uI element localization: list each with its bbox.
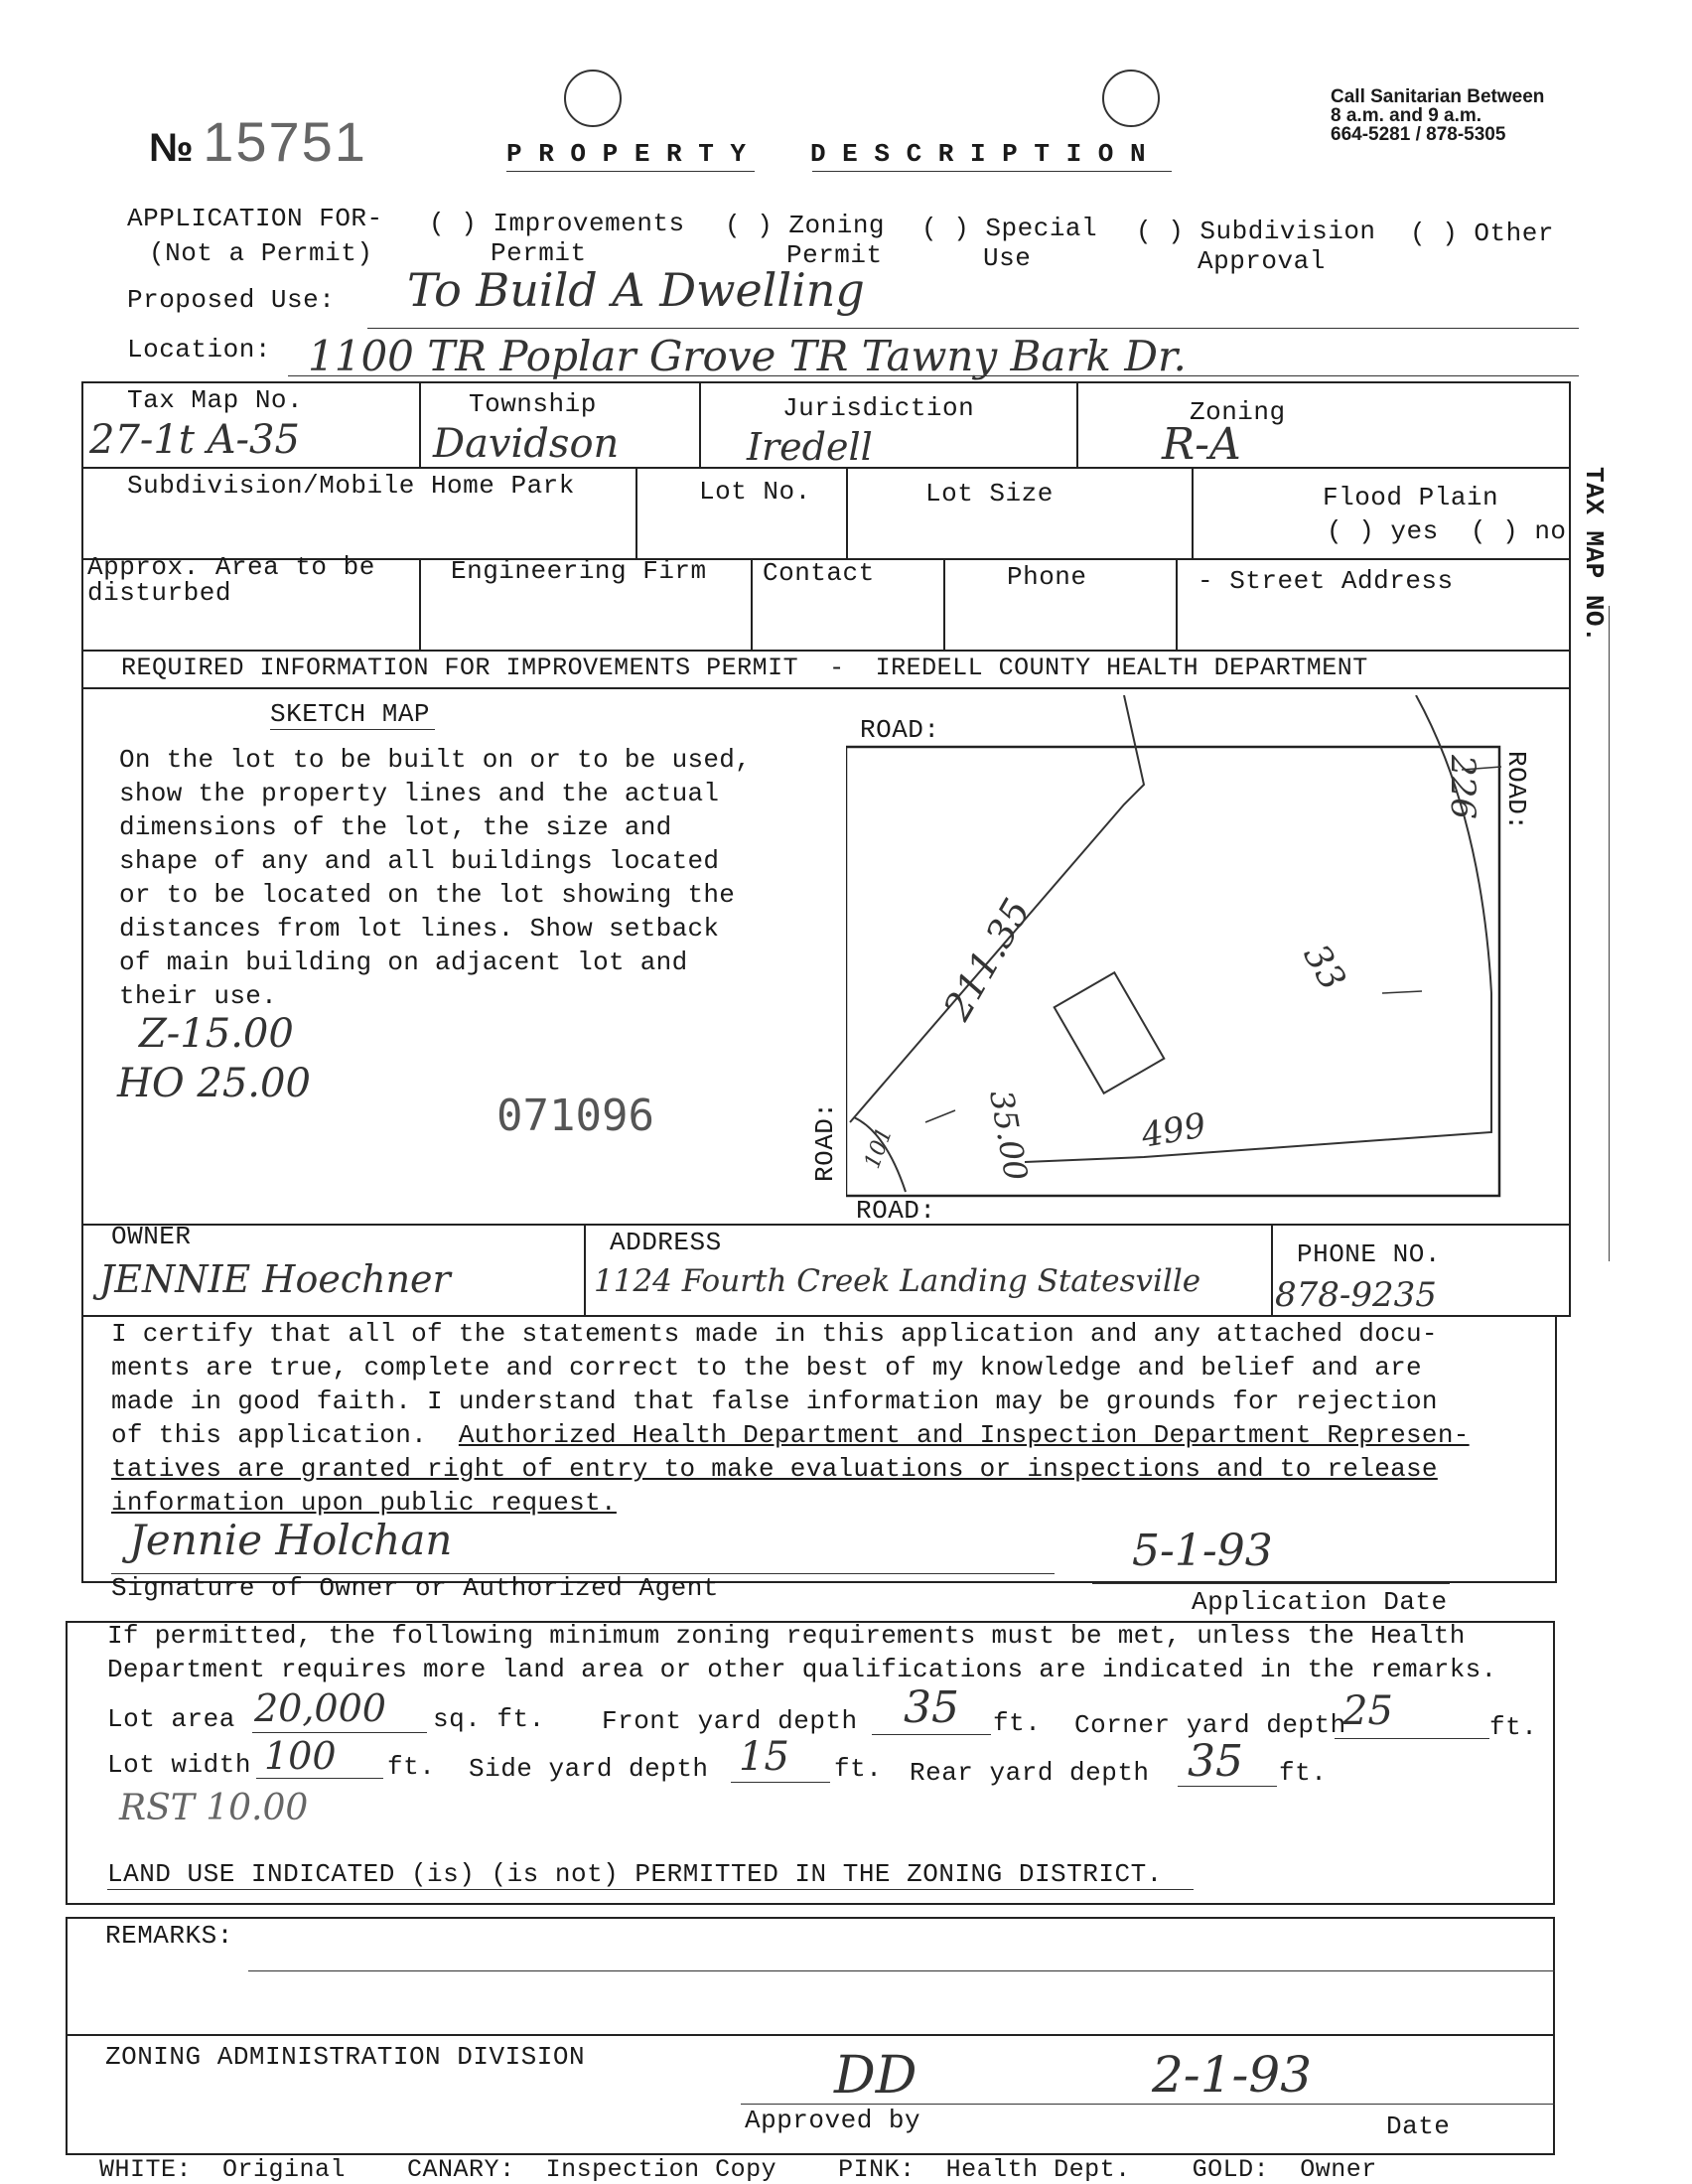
application-date-value[interactable]: 5-1-93 xyxy=(1132,1526,1273,1576)
lot-width-label: Lot width xyxy=(107,1750,251,1780)
certify-line xyxy=(111,1418,1470,1452)
corner-yard-value[interactable]: 25 xyxy=(1342,1688,1393,1734)
lot-area-label: Lot area xyxy=(107,1704,235,1734)
side-yard-ft: ft. xyxy=(834,1754,883,1784)
instruction-line: their use. xyxy=(119,981,278,1011)
road-label-bottom: ROAD: xyxy=(856,1196,936,1226)
corner-yard-ft: ft. xyxy=(1489,1712,1538,1742)
remarks-label: REMARKS: xyxy=(105,1921,233,1951)
option-sublabel: Permit xyxy=(491,238,587,268)
address-label: ADDRESS xyxy=(610,1228,722,1257)
flood-plain-label: Flood Plain xyxy=(1323,483,1499,512)
lot-no-label: Lot No. xyxy=(699,477,811,507)
tax-map-value[interactable]: 27-1t A-35 xyxy=(89,417,300,463)
instruction-line: of main building on adjacent lot and xyxy=(119,947,688,977)
zoning-value[interactable]: R-A xyxy=(1162,419,1241,470)
township-value[interactable]: Davidson xyxy=(433,421,620,467)
option-sublabel: Permit xyxy=(786,240,883,270)
location-label: Location: xyxy=(127,335,271,364)
call-line-2: 8 a.m. and 9 a.m. xyxy=(1331,105,1482,126)
road-label-right: ROAD: xyxy=(1501,751,1531,831)
certify-line: I certify that all of the statements made in this application and any attached docu- xyxy=(111,1319,1438,1349)
application-date-label: Application Date xyxy=(1192,1587,1448,1617)
contact-label: Contact xyxy=(763,558,875,588)
proposed-use-label: Proposed Use: xyxy=(127,285,336,315)
sketch-label: 226 xyxy=(1443,755,1482,819)
instruction-line: distances from lot lines. Show setback xyxy=(119,914,720,944)
zoning-admin-label: ZONING ADMINISTRATION DIVISION xyxy=(105,2042,586,2072)
date-label: Date xyxy=(1386,2111,1451,2141)
page-title: P R O P E R T Y D E S C R I P T I O N xyxy=(506,139,1147,169)
certify-line: tatives are granted right of entry to make evaluations or inspections and to release xyxy=(111,1454,1438,1484)
call-line-3: 664-5281 / 878-5305 xyxy=(1331,124,1506,145)
call-line-1: Call Sanitarian Between xyxy=(1331,86,1545,107)
option-improvements[interactable] xyxy=(429,209,685,268)
certify-text: of this application. xyxy=(111,1420,459,1450)
option-subdivision[interactable] xyxy=(1136,217,1376,276)
remarks-section xyxy=(66,1917,1555,2036)
signature-label: Signature of Owner or Authorized Agent xyxy=(111,1573,719,1603)
rear-yard-ft: ft. xyxy=(1279,1758,1328,1788)
option-label: ( ) Other xyxy=(1410,218,1554,248)
application-sublabel: (Not a Permit) xyxy=(149,238,373,268)
approved-by-label: Approved by xyxy=(745,2106,921,2135)
required-heading: REQUIRED INFORMATION FOR IMPROVEMENTS PERMIT - IREDELL COUNTY HEALTH DEPARTMENT xyxy=(121,654,1368,682)
sketch-label: 211.35 xyxy=(934,891,1040,1028)
front-yard-label: Front yard depth xyxy=(602,1706,858,1736)
sketch-label: 35.00 xyxy=(982,1087,1036,1184)
sketch-label: 33 xyxy=(1295,938,1353,998)
option-zoning[interactable] xyxy=(725,211,885,270)
street-address-label: - Street Address xyxy=(1198,566,1454,596)
rear-yard-value[interactable]: 35 xyxy=(1188,1736,1243,1787)
option-label: ( ) Special xyxy=(921,214,1098,243)
front-yard-ft: ft. xyxy=(993,1708,1042,1738)
option-sublabel: Use xyxy=(983,243,1032,273)
instruction-line: show the property lines and the actual xyxy=(119,779,720,808)
side-yard-value[interactable]: 15 xyxy=(739,1734,789,1780)
certify-line: information upon public request. xyxy=(111,1488,617,1518)
owner-value[interactable]: JENNIE Hoechner xyxy=(99,1257,451,1301)
option-special-use[interactable] xyxy=(921,214,1097,273)
sketch-map-title: SKETCH MAP xyxy=(270,699,431,729)
address-value[interactable]: 1124 Fourth Creek Landing Statesville xyxy=(594,1263,1201,1299)
option-label: ( ) Improvements xyxy=(429,209,685,238)
punch-hole-left xyxy=(564,70,622,127)
location-value[interactable]: 1100 TR Poplar Grove TR Tawny Bark Dr. xyxy=(308,332,1187,380)
front-yard-value[interactable]: 35 xyxy=(904,1682,959,1733)
rear-yard-label: Rear yard depth xyxy=(910,1758,1150,1788)
owner-label: OWNER xyxy=(111,1222,192,1251)
hand-note-zoning-fee: Z-15.00 xyxy=(139,1011,294,1057)
option-other[interactable] xyxy=(1410,218,1554,248)
zoning-label: Zoning xyxy=(1190,397,1286,427)
subdivision-label: Subdivision/Mobile Home Park xyxy=(127,471,575,501)
hand-note-rst: RST 10.00 xyxy=(119,1788,309,1828)
instruction-line: dimensions of the lot, the size and xyxy=(119,812,672,842)
option-label: ( ) Zoning xyxy=(725,211,886,240)
sketch-instructions xyxy=(119,743,751,1013)
road-label-left: ROAD: xyxy=(810,1101,840,1182)
instruction-line: On the lot to be built on or to be used, xyxy=(119,745,752,775)
proposed-use-value[interactable]: To Build A Dwelling xyxy=(407,263,865,317)
area-disturbed-label-1: Approx. Area to be xyxy=(87,552,375,582)
certify-underlined: Authorized Health Department and Inspection Department Represen- xyxy=(458,1420,1470,1450)
copy-distribution-footer: WHITE: Original CANARY: Inspection Copy PINK: Health Dept. GOLD: Owner xyxy=(99,2155,1377,2184)
sketch-label: 101 xyxy=(860,1124,899,1173)
jurisdiction-label: Jurisdiction xyxy=(782,393,975,423)
side-tax-map-label: TAX MAP NO. xyxy=(1579,467,1609,644)
corner-yard-label: Corner yard depth xyxy=(1074,1710,1346,1740)
certify-line: ments are true, complete and correct to the best of my knowledge and belief and are xyxy=(111,1353,1422,1383)
call-sanitarian xyxy=(1331,87,1544,144)
option-sublabel: Approval xyxy=(1198,246,1326,276)
form-number xyxy=(149,109,367,174)
zoning-line-1: If permitted, the following minimum zoning requirements must be met, unless the Health xyxy=(107,1621,1466,1651)
approved-by-value[interactable]: DD xyxy=(834,2046,917,2106)
phone-label: Phone xyxy=(1007,562,1087,592)
punch-hole-right xyxy=(1102,70,1160,127)
hand-note-ho-fee: HO 25.00 xyxy=(117,1061,311,1106)
lot-size-label: Lot Size xyxy=(925,479,1054,509)
road-label-top: ROAD: xyxy=(860,715,940,745)
application-label: APPLICATION FOR- xyxy=(127,204,383,233)
sketch-map xyxy=(846,695,1561,1212)
tax-map-label: Tax Map No. xyxy=(127,385,304,415)
jurisdiction-value[interactable]: Iredell xyxy=(747,425,873,469)
engineering-firm-label: Engineering Firm xyxy=(451,556,707,586)
lot-area-value[interactable]: 20,000 xyxy=(254,1686,386,1730)
instruction-line: or to be located on the lot showing the xyxy=(119,880,736,910)
option-label: ( ) Subdivision xyxy=(1136,217,1376,246)
signature-value[interactable]: Jennie Holchan xyxy=(129,1516,453,1564)
sq-ft-label: sq. ft. xyxy=(433,1704,545,1734)
instruction-line: shape of any and all buildings located xyxy=(119,846,720,876)
lot-width-ft: ft. xyxy=(387,1752,436,1782)
land-use-statement[interactable]: LAND USE INDICATED (is) (is not) PERMITTED IN THE ZONING DISTRICT. xyxy=(107,1859,1163,1889)
flood-plain-options[interactable]: ( ) yes ( ) no xyxy=(1327,516,1567,546)
number-prefix: № xyxy=(149,126,194,170)
phone-no-value[interactable]: 878-9235 xyxy=(1275,1275,1437,1315)
lot-width-value[interactable]: 100 xyxy=(264,1734,337,1778)
side-yard-label: Side yard depth xyxy=(469,1754,709,1784)
certify-line: made in good faith. I understand that false information may be grounds for rejection xyxy=(111,1386,1438,1416)
phone-no-label: PHONE NO. xyxy=(1297,1239,1441,1269)
sketch-label: 499 xyxy=(1138,1105,1209,1156)
number-value: 15751 xyxy=(203,110,367,173)
approval-date-value[interactable]: 2-1-93 xyxy=(1152,2046,1313,2104)
zoning-line-2: Department requires more land area or other qualifications are indicated in the remarks. xyxy=(107,1655,1497,1684)
area-disturbed-label-2: disturbed xyxy=(87,578,231,608)
stamp-number: 071096 xyxy=(496,1091,654,1141)
certification-text xyxy=(111,1317,1470,1520)
township-label: Township xyxy=(469,389,597,419)
